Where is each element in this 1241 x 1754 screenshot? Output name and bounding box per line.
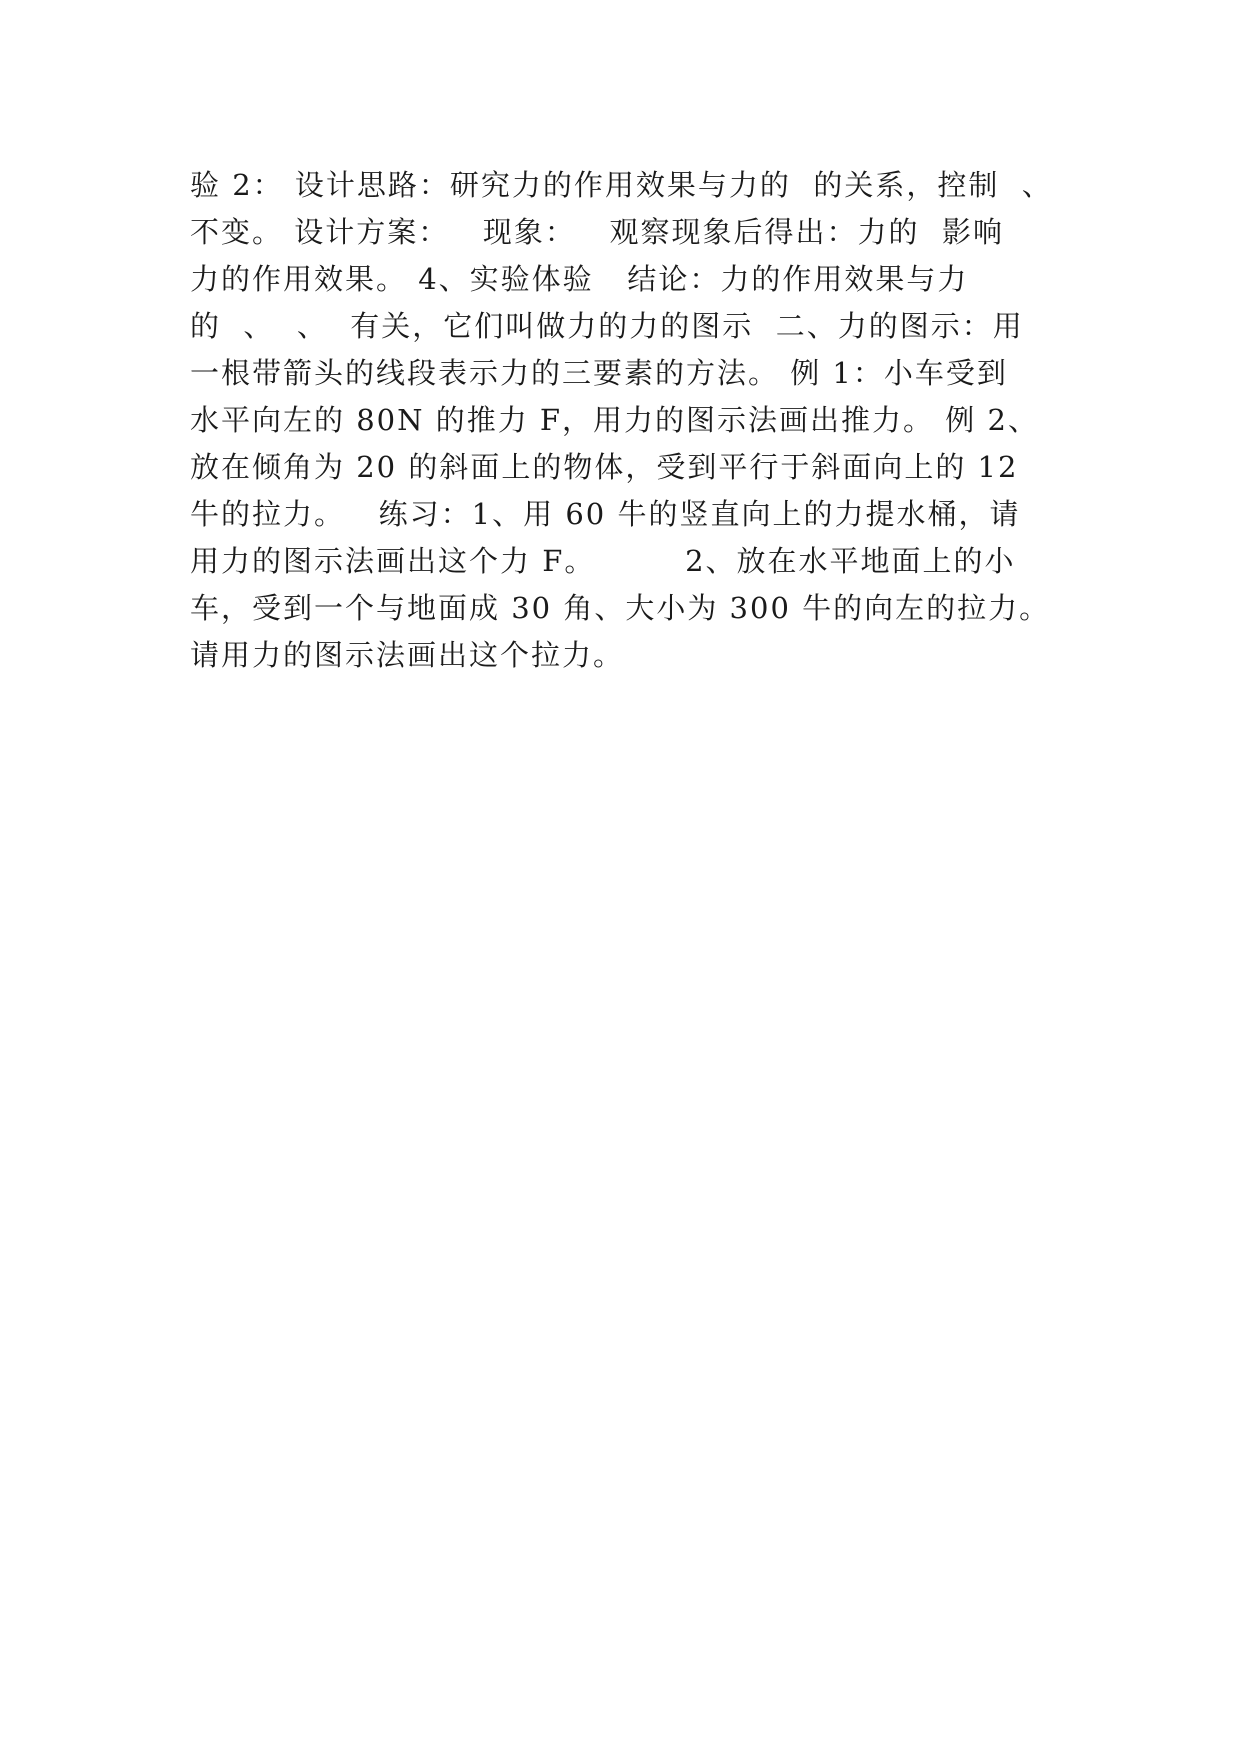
text-line: 验 2： 设计思路：研究力的作用效果与力的 的关系，控制 、	[190, 168, 1053, 202]
text-line: 用力的图示法画出这个力 F。 2、放在水平地面上的小	[190, 544, 1016, 578]
text-line: 一根带箭头的线段表示力的三要素的方法。 例 1：小车受到	[190, 356, 1008, 390]
body-text	[190, 162, 1090, 679]
text-line: 不变。 设计方案： 现象： 观察现象后得出：力的 影响	[190, 215, 1004, 249]
text-line: 车，受到一个与地面成 30 角、大小为 300 牛的向左的拉力。	[190, 591, 1051, 625]
text-line: 的 、 、 有关，它们叫做力的力的图示 二、力的图示：用	[190, 309, 1024, 343]
text-line: 力的作用效果。 4、实验体验 结论：力的作用效果与力	[190, 262, 969, 296]
text-line: 牛的拉力。 练习：1、用 60 牛的竖直向上的力提水桶，请	[190, 497, 1021, 531]
text-line: 放在倾角为 20 的斜面上的物体，受到平行于斜面向上的 12	[190, 450, 1019, 484]
text-line: 水平向左的 80N 的推力 F，用力的图示法画出推力。 例 2、	[190, 403, 1039, 437]
text-line: 请用力的图示法画出这个拉力。	[190, 638, 625, 672]
